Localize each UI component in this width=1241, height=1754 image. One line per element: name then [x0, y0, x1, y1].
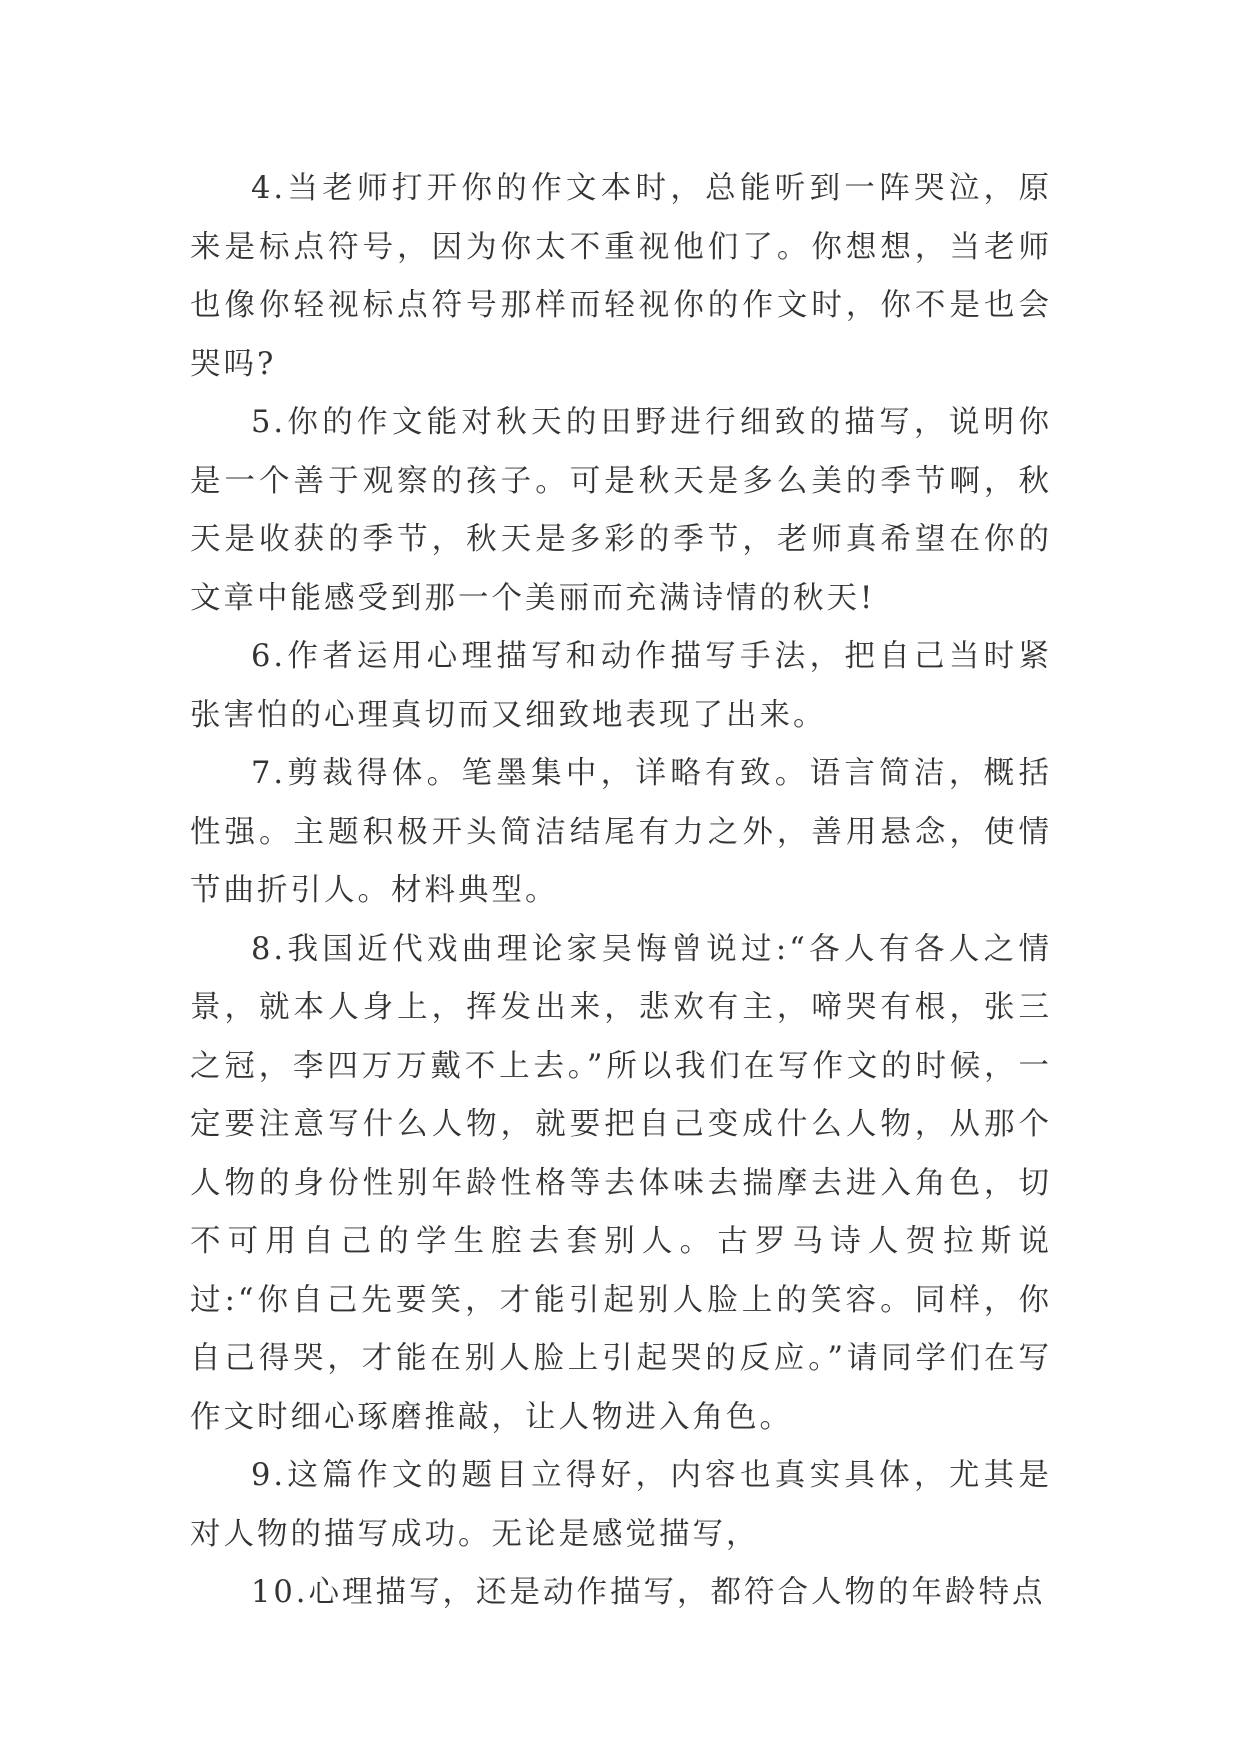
paragraph-6: 6.作者运用心理描写和动作描写手法，把自己当时紧张害怕的心理真切而又细致地表现了出来。	[190, 639, 1052, 733]
document-body	[190, 160, 1052, 1623]
paragraph-8: 8.我国近代戏曲理论家吴悔曾说过:“各人有各人之情景，就本人身上，挥发出来，悲欢有主，啼哭有根，张三之冠，李四万万戴不上去。”所以我们在写作文的时候，一定要注意写什么人物，就要把自己变成什么人物，从那个人物的身份性别年龄性格等去体味去揣摩去进入角色，切不可用自己的学生腔去套别人。古罗马诗人贺拉斯说过:“你自己先要笑，才能引起别人脸上的笑容。同样，你自己得哭，才能在别人脸上引起哭的反应。”请同学们在写作文时细心琢磨推敲，让人物进入角色。	[190, 931, 1052, 1435]
paragraph-4: 4.当老师打开你的作文本时，总能听到一阵哭泣，原来是标点符号，因为你太不重视他们了。你想想，当老师也像你轻视标点符号那样而轻视你的作文时，你不是也会哭吗?	[190, 171, 1052, 382]
paragraph-7: 7.剪裁得体。笔墨集中，详略有致。语言简洁，概括性强。主题积极开头简洁结尾有力之外，善用悬念，使情节曲折引人。材料典型。	[190, 756, 1052, 908]
paragraph-9: 9.这篇作文的题目立得好，内容也真实具体，尤其是对人物的描写成功。无论是感觉描写，	[190, 1458, 1052, 1552]
paragraph-10: 10.心理描写，还是动作描写，都符合人物的年龄特点	[251, 1575, 1046, 1610]
paragraph-5: 5.你的作文能对秋天的田野进行细致的描写，说明你是一个善于观察的孩子。可是秋天是多么美的季节啊，秋天是收获的季节，秋天是多彩的季节，老师真希望在你的文章中能感受到那一个美丽而充满诗情的秋天!	[190, 405, 1052, 616]
